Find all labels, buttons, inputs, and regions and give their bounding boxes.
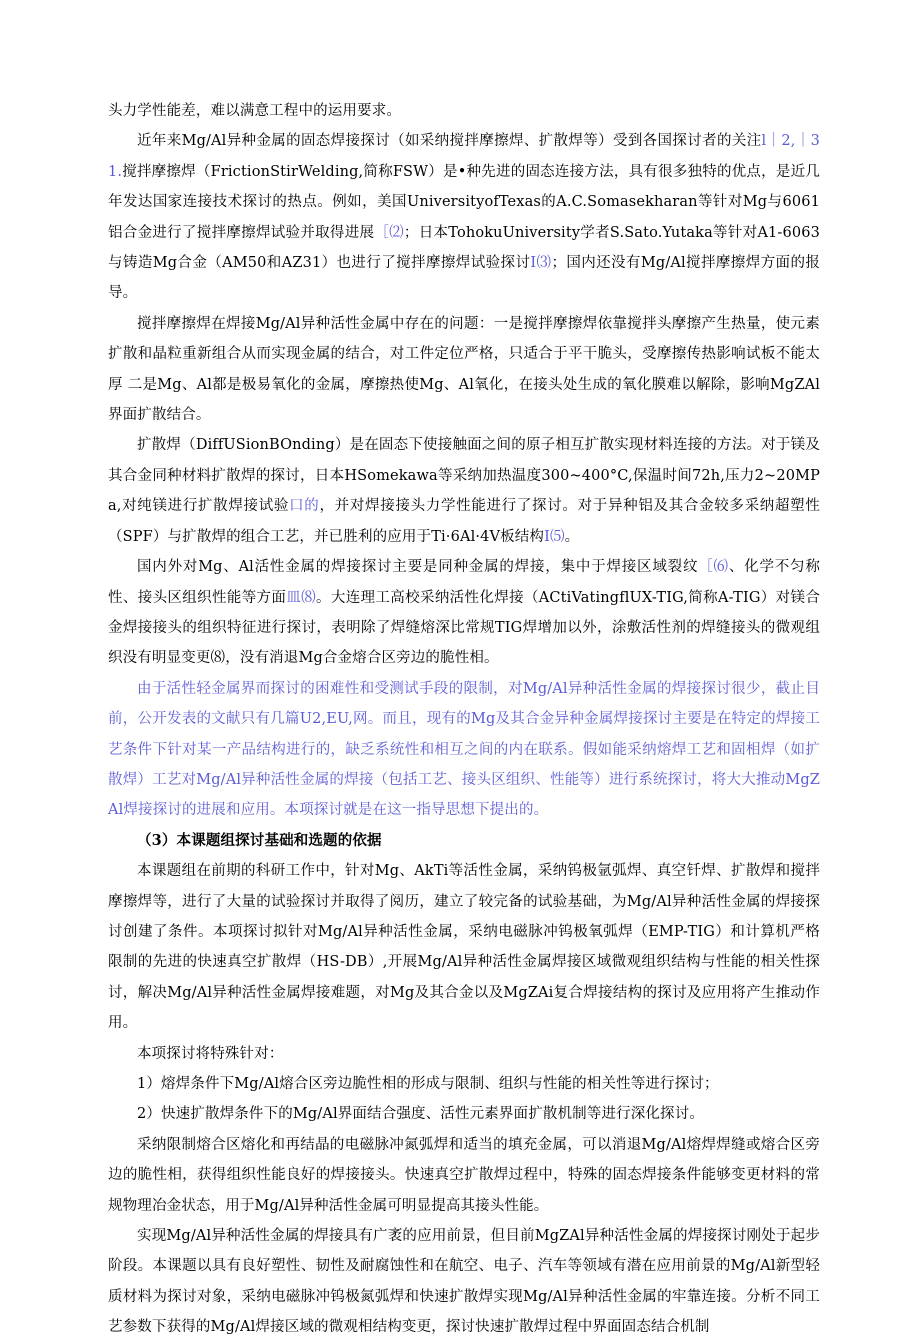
paragraph-4-text-a: 国内外对Mg、Al活性金属的焊接探讨主要是同种金属的焊接，集中于焊接区域裂纹 (137, 559, 699, 576)
paragraph-4 (108, 552, 820, 674)
paragraph-6: 本课题组在前期的科研工作中，针对Mg、AkTi等活性金属，采纳钨极氩弧焊、真空钎焊、扩散焊和搅拌摩擦焊等，进行了大量的试验探讨并取得了阅历，建立了较完备的试验基础，为Mg/Al异种活性金属的焊接探讨创建了条件。本项探讨拟针对Mg/Al异种活性金属，采纳电磁脉冲钨极氧弧焊（EMP-TIG）和计算机严格限制的先进的快速真空扩散焊（HS-DB）,开展Mg/Al异种活性金属焊接区域微观组织结构与性能的相关性探讨，解决Mg/Al异种活性金属焊接难题，对Mg及其合金以及MgZAi复合焊接结构的探讨及应用将产生推动作用。 (108, 863, 820, 1032)
highlighted-paragraph: 由于活性轻金属界而探讨的困难性和受测试手段的限制，对Mg/Al异种活性金属的焊接探讨很少，截止目前，公开发表的文献只有几篇U2,EU,网。而且，现有的Mg及其合金异种金属焊接探讨主要是在特定的焊接工艺条件下针对某一产品结构进行的，缺乏系统性和相互之间的内在联系。假如能采纳熔焊工艺和固相焊（如扩散焊）工艺对Mg/Al异种活性金属的焊接（包括工艺、接头区组织、性能等）进行系统探讨，将大大推动MgZAl焊接探讨的进展和应用。本项探讨就是在这一指导思想下提出的。 (108, 680, 820, 819)
paragraph-8: 采纳限制熔合区熔化和再结晶的电磁脉冲氮弧焊和适当的填充金属，可以消退Mg/Al熔焊焊缝或熔合区旁边的脆性相，获得组织性能良好的焊接接头。快速真空扩散焊过程中，特殊的固态焊接条件能够变更材料的常规物理冶金状态，用于Mg/Al异种活性金属可明显提高其接头性能。 (108, 1136, 820, 1214)
paragraph-2: 搅拌摩擦焊在焊接Mg/Al异种活性金属中存在的问题：一是搅拌摩擦焊依靠搅拌头摩擦产生热量，使元素扩散和晶粒重新组合从而实现金属的结合，对工件定位严格，只适合于平干脆头，受摩擦传热影响试板不能太厚 二是Mg、Al都是极易氧化的金属，摩擦热使Mg、Al氧化，在接头处生成的氧化膜难以解除，影响MgZAl界面扩散结合。 (108, 315, 820, 424)
paragraph-3-text-a: 扩散焊（DiffUSionBOnding）是在固态下使接触面之间的原子相互扩散实现材料连接的方法。对于镁及其合金同种材料扩散焊的探讨，日本HSomekawa等采纳加热温度300~400°C,保温时间72h,压力2~20MPa,对纯镁进行扩散焊接试验 (108, 437, 820, 515)
citation-ref: 口的 (289, 498, 320, 515)
paragraph-1-text-b: 搅拌摩擦焊（FrictionStirWelding,简称FSW）是•种先进的固态连接方法，具有很多独特的优点，是近几年发达国家连接技术探讨的热点。例如，美国UniversityofTexas的A.C.Somasekharan等针对Mg与6061铝合金进行了搅拌摩擦焊试验并取得进展 (108, 163, 820, 241)
paragraph-1-text-a: 近年来Mg/Al异种金属的固态焊接探讨（如采纳搅拌摩擦焊、扩散焊等）受到各国探讨者的关注 (137, 133, 762, 150)
paragraph-4-text-c: 。大连理工高校采纳活性化焊接（ACtiVatingflUX-TIG,简称A-TIG）对镁合金焊接接头的组织特征进行探讨，表明除了焊缝熔深比常规TIG焊增加以外，涂敷活性剂的焊缝接头的微观组织没有明显变更⑻，没有消退Mg合金熔合区旁边的脆性相。 (108, 589, 820, 667)
paragraph-3-text-b: ，并对焊接接头力学性能进行了探讨。对于异种铝及其合金较多采纳超塑性（SPF）与扩散焊的组合工艺，并已胜利的应用于Ti·6Al·4V板结构 (108, 498, 820, 545)
list-item-2: 2）快速扩散焊条件下的Mg/Al界面结合强度、活性元素界面扩散机制等进行深化探讨。 (137, 1106, 704, 1123)
citation-ref: 皿⑻ (286, 589, 316, 606)
citation-ref: l｜2,｜31. (108, 133, 820, 180)
paragraph-7: 本项探讨将特殊针对： (137, 1045, 284, 1062)
paragraph-1 (108, 126, 820, 308)
paragraph-1-text-d: ；国内还没有Mg/Al搅拌摩擦焊方面的报导。 (108, 255, 821, 302)
paragraph-1-text-c: ；日本TohokuUniversity学者S.Sato.Yutaka等针对A1-6063与铸造Mg合金（AM50和AZ31）也进行了搅拌摩擦焊试验探讨 (108, 224, 820, 272)
citation-ref: ［⑹ (698, 559, 729, 576)
continuation-paragraph: 头力学性能差，难以满意工程中的运用要求。 (108, 103, 401, 119)
citation-ref: I⑶ (530, 255, 552, 272)
paragraph-3-text-c: 。 (564, 528, 580, 545)
document-page (108, 96, 820, 1343)
list-item-1: 1）熔焊条件下Mg/Al熔合区旁边脆性相的形成与限制、组织与性能的相关性等进行探讨； (137, 1076, 719, 1092)
citation-ref: I⑸ (544, 528, 565, 545)
section-heading: （3）本课题组探讨基础和选题的依据 (137, 831, 382, 849)
paragraph-4-text-b: 、化学不匀称性、接头区组织性能等方面 (108, 559, 820, 606)
citation-ref: ［⑵ (374, 224, 404, 241)
paragraph-9: 实现Mg/Al异种活性金属的焊接具有广袤的应用前景，但目前MgZAl异种活性金属的焊接探讨刚处于起步阶段。本课题以具有良好塑性、韧性及耐腐蚀性和在航空、电子、汽车等领域有潜在应用前景的Mg/Al新型轻质材料为探讨对象，采纳电磁脉冲钨极氮弧焊和快速扩散焊实现Mg/Al异种活性金属的牢靠连接。分析不同工艺参数下获得的Mg/Al焊接区域的微观相结构变更，探讨快速扩散焊过程中界面固态结合机制 (108, 1228, 820, 1336)
paragraph-3 (108, 430, 820, 552)
